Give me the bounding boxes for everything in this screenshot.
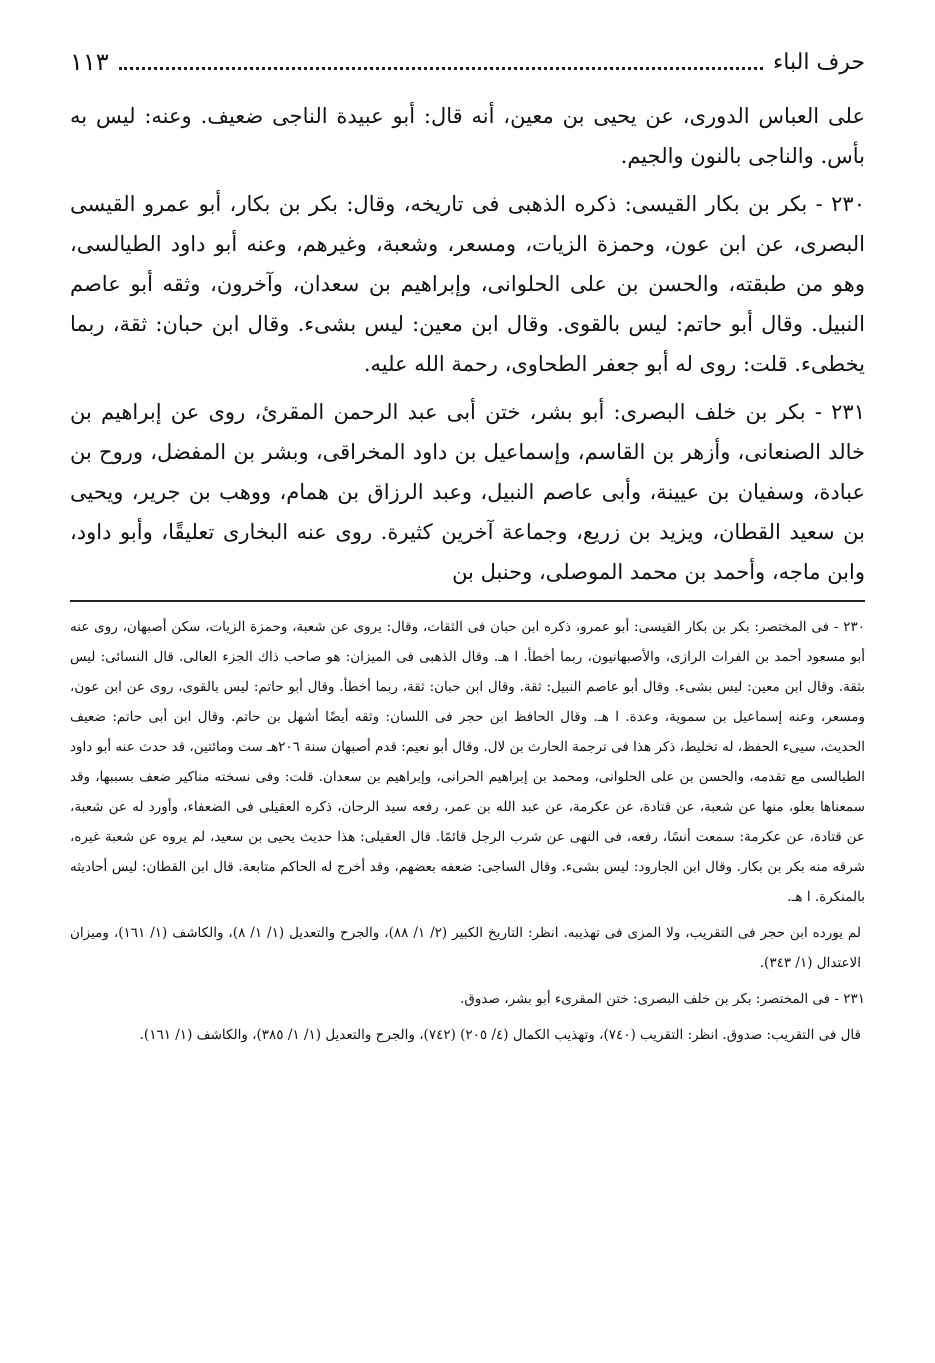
main-text (70, 96, 865, 592)
chapter-title: حرف الباء (772, 49, 865, 75)
dotted-leader (119, 67, 763, 70)
footnote-231-references: قال فى التقريب: صدوق. انظر: التقريب (٧٤٠)، وتهذيب الكمال (٤/ ٢٠٥) (٧٤٢)، والجرح والتعديل (١/ ١/ ٣٨٥)، والكاشف (١/ ١٦١). (139, 1027, 861, 1043)
footnote-230-references: لم يورده ابن حجر فى التقريب، ولا المزى فى تهذيبه. انظر: التاريخ الكبير (٢/ ١/ ٨٨)، والجرح والتعديل (١/ ١/ ٨)، والكاشف (١/ ١٦١)، وميزان الاعتدال (١/ ٣٤٣). (70, 925, 862, 971)
footnote-230: ٢٣٠ - فى المختصر: بكر بن بكار القيسى: أبو عمرو، ذكره ابن حبان فى الثقات، وقال: يروى عن شعبة، وحمزة الزيات، سكن أصبهان، روى عنه أبو مسعود أحمد بن الفرات الرازى، والأصبهانيون، ربما أخطأ. ا هـ. وقال الذهبى فى الميزان: هو صاحب ذاك الجزء العالى. قال النسائى: ليس بثقة. وقال ابن معين: ليس بشىء. وقال أبو عاصم النبيل: ثقة. وقال ابن حبان: ثقة، ربما أخطأ. وقال أبو حاتم: ليس بالقوى، روى عن ابن عون، ومسعر، وعنه إسماعيل بن سموية، وعدة. ا هـ. وقال الحافظ ابن حجر فى اللسان: وثقه أيضًا أشهل بن حاتم. وقال ابن أبى حاتم: ضعيف الحديث، سيىء الحفظ، له تخليط، ذكر هذا فى ترجمة الحارث بن لال. وقال أبو نعيم: قدم أصبهان سنة ٢٠٦هـ ست ومائتين، قد حدث عنه أبو داود الطيالسى مع تقدمه، والحسن بن على الحلوانى، ومحمد بن إبراهيم الحرانى، وإبراهيم بن سعدان. قلت: وفى نسخته مناكير ضعف بسببها، وقد سمعناها بعلو، منها عن شعبة، عن قتادة، عن عكرمة، عن عبد الله بن عمر، رفعه سيد الرحان، ذكره العقيلى فى الضعفاء، وأورد له عن شعبة، عن قتادة، عن عكرمة: سمعت أنسًا، رفعه، فى النهى عن شرب الرجل قائمًا. قال العقيلى: هذا حديث يحيى بن سعيد، لم يروه عن شعبة غيره، شرقه منه بكر بن بكار. وقال ابن الجارود: ليس بشىء. وقال الساجى: ضعفه بعضهم، وقد أخرج له الحاكم متابعة. قال ابن القطان: ليس أحاديثه بالمنكرة. ا هـ. (70, 619, 866, 905)
footnote-231: ٢٣١ - فى المختصر: بكر بن خلف البصرى: ختن المقرىء أبو بشر، صدوق. (460, 991, 865, 1007)
book-page (70, 40, 865, 1056)
entry-230: ٢٣٠ - بكر بن بكار القيسى: ذكره الذهبى فى تاريخه، وقال: بكر بن بكار، أبو عمرو القيسى البصرى، عن ابن عون، وحمزة الزيات، ومسعر، وشعبة، وغيرهم، وعنه أبو داود الطيالسى، وهو من طبقته، والحسن بن على الحلوانى، وإبراهيم بن سعدان، وآخرون، وثقه أبو عاصم النبيل. وقال أبو حاتم: ليس بالقوى. وقال ابن معين: ليس بشىء. وقال ابن حبان: ثقة، ربما يخطىء. قلت: روى له أبو جعفر الطحاوى، رحمة الله عليه. (70, 192, 865, 376)
page-header (70, 40, 865, 84)
page-number: ١١٣ (70, 48, 109, 76)
footnotes (70, 612, 865, 1050)
main-paragraph: على العباس الدورى، عن يحيى بن معين، أنه قال: أبو عبيدة الناجى ضعيف. وعنه: ليس به بأس. والناجى بالنون والجيم. (70, 104, 865, 168)
entry-231: ٢٣١ - بكر بن خلف البصرى: أبو بشر، ختن أبى عبد الرحمن المقرئ، روى عن إبراهيم بن خالد الصنعانى، وأزهر بن القاسم، وإسماعيل بن داود المخراقى، وبشر بن المفضل، وروح بن عبادة، وسفيان بن عيينة، وأبى عاصم النبيل، وعبد الرزاق بن همام، ووهب بن جرير، ويحيى بن سعيد القطان، ويزيد بن زريع، وجماعة آخرين كثيرة. روى عنه البخارى تعليقًا، وأبو داود، وابن ماجه، وأحمد بن محمد الموصلى، وحنبل بن (70, 400, 865, 584)
footnote-separator (70, 600, 865, 602)
